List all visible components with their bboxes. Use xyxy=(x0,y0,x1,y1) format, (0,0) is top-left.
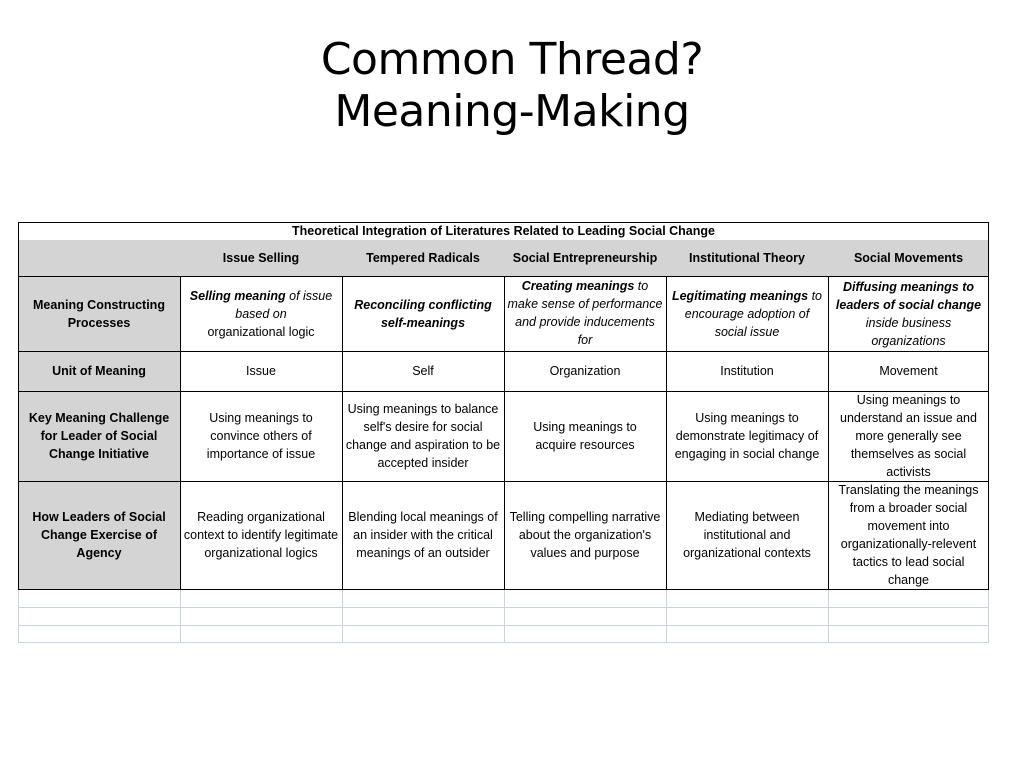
table-cell: Using meanings to convince others of importance of issue xyxy=(206,411,316,461)
empty-gridline xyxy=(988,590,989,643)
table-cell: Using meanings to acquire resources xyxy=(533,420,637,452)
cell-text: of issue based on xyxy=(235,288,333,321)
column-header: Social Entrepreneurship xyxy=(504,240,666,276)
table-cell xyxy=(828,276,989,351)
header-corner xyxy=(18,240,180,276)
cell-text: organizational logic xyxy=(207,324,315,339)
table-cell: Self xyxy=(412,364,434,378)
empty-gridline xyxy=(180,590,181,643)
row-label: Key Meaning Challenge for Leader of Social Change Initiative xyxy=(18,391,180,481)
table-cell: Using meanings to balance self's desire for social change and aspiration to be accepted insider xyxy=(345,402,501,470)
title-line-2: Meaning-Making xyxy=(334,86,690,137)
empty-gridline xyxy=(18,590,19,643)
table-border xyxy=(18,222,19,590)
table-cell: Organization xyxy=(549,364,621,378)
table-cell xyxy=(666,276,828,351)
table-cell: Institution xyxy=(720,364,774,378)
slide-title xyxy=(0,34,1024,138)
cell-emphasis: Diffusing meanings to leaders of social change xyxy=(835,279,982,312)
table-border xyxy=(988,222,989,590)
table-cell: Translating the meanings from a broader social movement into organizationally-relevent tactics to lead social change xyxy=(838,483,979,587)
table-cell: Using meanings to understand an issue and more generally see themselves as social activists xyxy=(840,393,977,479)
row-label: How Leaders of Social Change Exercise of Agency xyxy=(18,481,180,589)
title-line-1: Common Thread? xyxy=(320,34,704,85)
column-header: Tempered Radicals xyxy=(342,240,504,276)
empty-gridline xyxy=(342,590,343,643)
table-border xyxy=(504,276,505,590)
table-border xyxy=(828,276,829,590)
empty-gridline xyxy=(666,590,667,643)
empty-gridline xyxy=(504,590,505,643)
table-cell: Using meanings to demonstrate legitimacy of engaging in social change xyxy=(674,411,820,461)
table-border xyxy=(342,276,343,590)
table-cell xyxy=(504,276,666,351)
cell-text: to make sense of performance and provide inducements for xyxy=(507,279,663,347)
cell-text: inside business organizations xyxy=(865,315,952,348)
column-header: Social Movements xyxy=(828,240,989,276)
cell-emphasis: Reconciling conflicting self-meanings xyxy=(354,297,492,330)
row-label: Unit of Meaning xyxy=(18,351,180,391)
cell-emphasis: Selling meaning xyxy=(189,288,286,303)
table-cell: Issue xyxy=(246,364,276,378)
table-cell xyxy=(180,276,342,351)
cell-emphasis: Creating meanings xyxy=(521,279,635,293)
row-label: Meaning Constructing Processes xyxy=(18,276,180,351)
table-border xyxy=(18,222,989,223)
table-cell: Movement xyxy=(879,364,938,378)
table-cell: Reading organizational context to identify legitimate organizational logics xyxy=(183,510,339,560)
table-cell xyxy=(342,276,504,351)
table-border xyxy=(180,276,181,590)
cell-text: to encourage adoption of social issue xyxy=(684,288,823,339)
table-cell: Mediating between institutional and organizational contexts xyxy=(683,510,811,560)
table-caption: Theoretical Integration of Literatures Related to Leading Social Change xyxy=(292,224,715,238)
column-header: Institutional Theory xyxy=(666,240,828,276)
table-cell: Telling compelling narrative about the organization's values and purpose xyxy=(509,510,661,560)
cell-emphasis: Legitimating meanings xyxy=(671,288,809,303)
column-header: Issue Selling xyxy=(180,240,342,276)
table-border xyxy=(666,276,667,590)
table-cell: Blending local meanings of an insider with the critical meanings of an outsider xyxy=(348,510,498,560)
empty-gridline xyxy=(828,590,829,643)
